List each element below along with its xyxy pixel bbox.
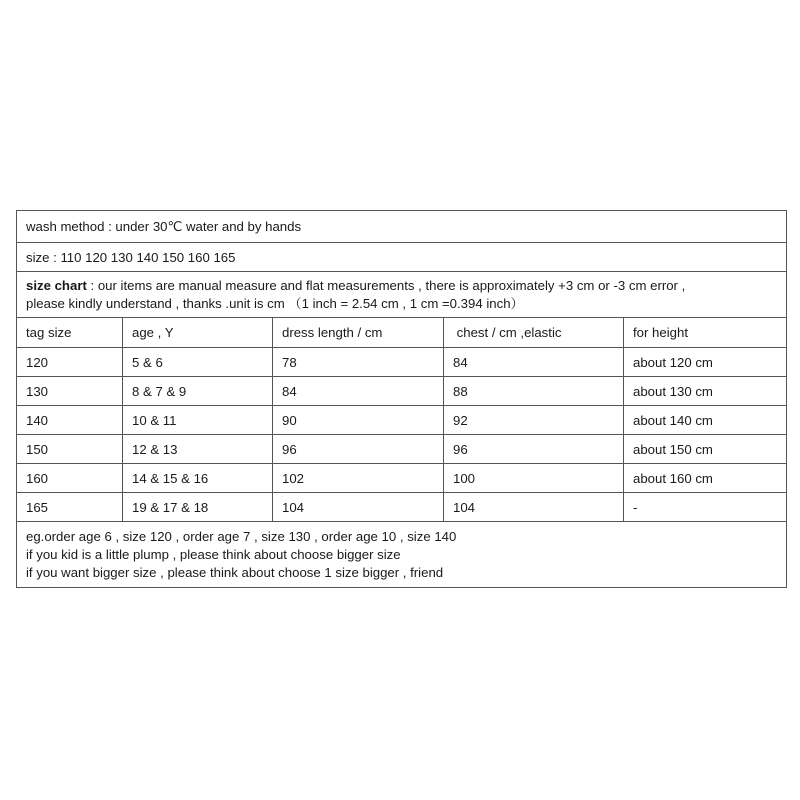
cell-dress-length: 96 (273, 435, 444, 464)
cell-tag-size: 160 (17, 464, 123, 493)
cell-for-height: - (624, 493, 787, 522)
footer-notes-row (17, 522, 787, 588)
cell-for-height: about 160 cm (624, 464, 787, 493)
table-row (17, 464, 787, 493)
header-age: age , Y (123, 318, 273, 348)
cell-dress-length: 90 (273, 406, 444, 435)
header-dress-length: dress length / cm (273, 318, 444, 348)
footer-line-2: if you kid is a little plump , please think about choose bigger size (26, 546, 401, 562)
cell-for-height: about 140 cm (624, 406, 787, 435)
cell-dress-length: 104 (273, 493, 444, 522)
size-list-row (17, 243, 787, 272)
table-row (17, 377, 787, 406)
cell-chest: 88 (444, 377, 624, 406)
cell-age: 12 & 13 (123, 435, 273, 464)
table-row (17, 435, 787, 464)
table-row (17, 348, 787, 377)
wash-method-row (17, 211, 787, 243)
footer-notes (17, 522, 787, 588)
header-row (17, 318, 787, 348)
wash-method-text: wash method : under 30℃ water and by hands (17, 211, 787, 243)
cell-chest: 92 (444, 406, 624, 435)
cell-age: 10 & 11 (123, 406, 273, 435)
cell-chest: 84 (444, 348, 624, 377)
footer-line-3: if you want bigger size , please think about choose 1 size bigger , friend (26, 564, 444, 580)
cell-for-height: about 130 cm (624, 377, 787, 406)
cell-tag-size: 120 (17, 348, 123, 377)
cell-chest: 96 (444, 435, 624, 464)
size-chart-document (16, 210, 786, 588)
note-line-1 (26, 277, 786, 295)
size-chart-note (17, 272, 787, 318)
header-chest: chest / cm ,elastic (444, 318, 624, 348)
cell-dress-length: 78 (273, 348, 444, 377)
header-tag-size: tag size (17, 318, 123, 348)
cell-dress-length: 84 (273, 377, 444, 406)
cell-chest: 100 (444, 464, 624, 493)
cell-tag-size: 140 (17, 406, 123, 435)
header-for-height: for height (624, 318, 787, 348)
cell-tag-size: 130 (17, 377, 123, 406)
cell-age: 8 & 7 & 9 (123, 377, 273, 406)
size-list-text: size : 110 120 130 140 150 160 165 (17, 243, 787, 272)
size-chart-note-row (17, 272, 787, 318)
cell-tag-size: 165 (17, 493, 123, 522)
cell-chest: 104 (444, 493, 624, 522)
cell-for-height: about 120 cm (624, 348, 787, 377)
table-row (17, 493, 787, 522)
cell-age: 5 & 6 (123, 348, 273, 377)
footer-line-1: eg.order age 6 , size 120 , order age 7 , size 130 , order age 10 , size 140 (26, 528, 457, 544)
note-line-2: please kindly understand , thanks .unit is cm （1 inch = 2.54 cm , 1 cm =0.394 inch） (26, 295, 524, 311)
cell-dress-length: 102 (273, 464, 444, 493)
size-chart-table (16, 210, 787, 588)
table-row (17, 406, 787, 435)
cell-tag-size: 150 (17, 435, 123, 464)
cell-for-height: about 150 cm (624, 435, 787, 464)
cell-age: 19 & 17 & 18 (123, 493, 273, 522)
note-line-1-text: : our items are manual measure and flat measurements , there is approximately +3 cm or -3 cm error , (86, 277, 686, 293)
size-chart-label: size chart (26, 277, 87, 293)
cell-age: 14 & 15 & 16 (123, 464, 273, 493)
